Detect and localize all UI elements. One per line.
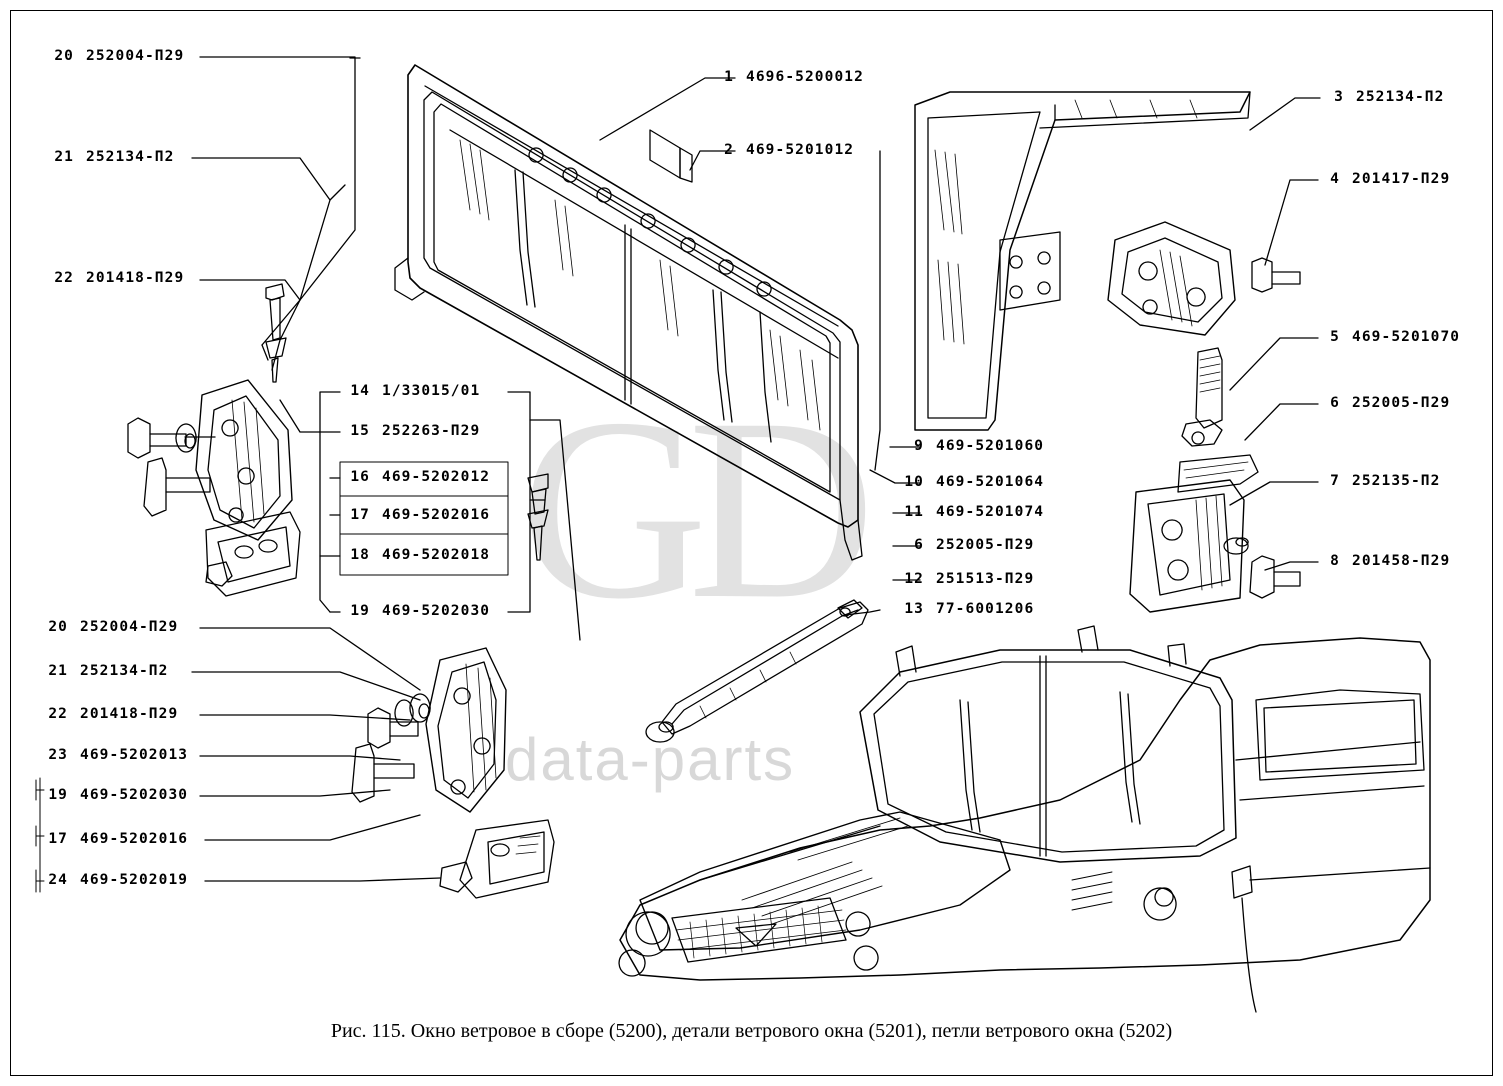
callout-6-right: 6 252005-П29 xyxy=(1330,395,1451,411)
callout-8: 8 201458-П29 xyxy=(1330,553,1451,569)
callout-16: 16 469-5202012 xyxy=(350,469,491,485)
callout-15: 15 252263-П29 xyxy=(350,423,481,439)
watermark-logo: GD xyxy=(520,365,856,653)
callout-13: 13 77-6001206 xyxy=(904,601,1035,617)
callout-2: 2 469-5201012 xyxy=(724,142,855,158)
callout-3: 3 252134-П2 xyxy=(1334,89,1445,105)
callout-19: 19 469-5202030 xyxy=(350,603,491,619)
callout-21-top: 21 252134-П2 xyxy=(54,149,175,165)
callout-24: 24 469-5202019 xyxy=(48,872,189,888)
callout-4: 4 201417-П29 xyxy=(1330,171,1451,187)
callout-9: 9 469-5201060 xyxy=(914,438,1045,454)
figure-caption: Рис. 115. Окно ветровое в сборе (5200), детали ветрового окна (5201), петли ветрового окна (5202) xyxy=(330,1020,1173,1042)
callout-18: 18 469-5202018 xyxy=(350,547,491,563)
callout-23: 23 469-5202013 xyxy=(48,747,189,763)
callout-17: 17 469-5202016 xyxy=(350,507,491,523)
callout-22-bottom: 22 201418-П29 xyxy=(48,706,179,722)
callout-5: 5 469-5201070 xyxy=(1330,329,1461,345)
callout-21-bottom: 21 252134-П2 xyxy=(48,663,169,679)
callout-20-bottom: 20 252004-П29 xyxy=(48,619,179,635)
watermark-text: data-parts xyxy=(505,726,796,793)
callout-14: 14 1/33015/01 xyxy=(350,383,481,399)
callout-11: 11 469-5201074 xyxy=(904,504,1045,520)
callout-22-top: 22 201418-П29 xyxy=(54,270,185,286)
callout-12: 12 251513-П29 xyxy=(904,571,1035,587)
callout-6-center: 6 252005-П29 xyxy=(914,537,1035,553)
callout-10: 10 469-5201064 xyxy=(904,474,1045,490)
callout-1: 1 4696-5200012 xyxy=(724,69,864,85)
callout-17-bottom: 17 469-5202016 xyxy=(48,831,189,847)
callout-7: 7 252135-П2 xyxy=(1330,473,1441,489)
callout-20-top: 20 252004-П29 xyxy=(54,48,185,64)
callout-19-bottom: 19 469-5202030 xyxy=(48,787,189,803)
